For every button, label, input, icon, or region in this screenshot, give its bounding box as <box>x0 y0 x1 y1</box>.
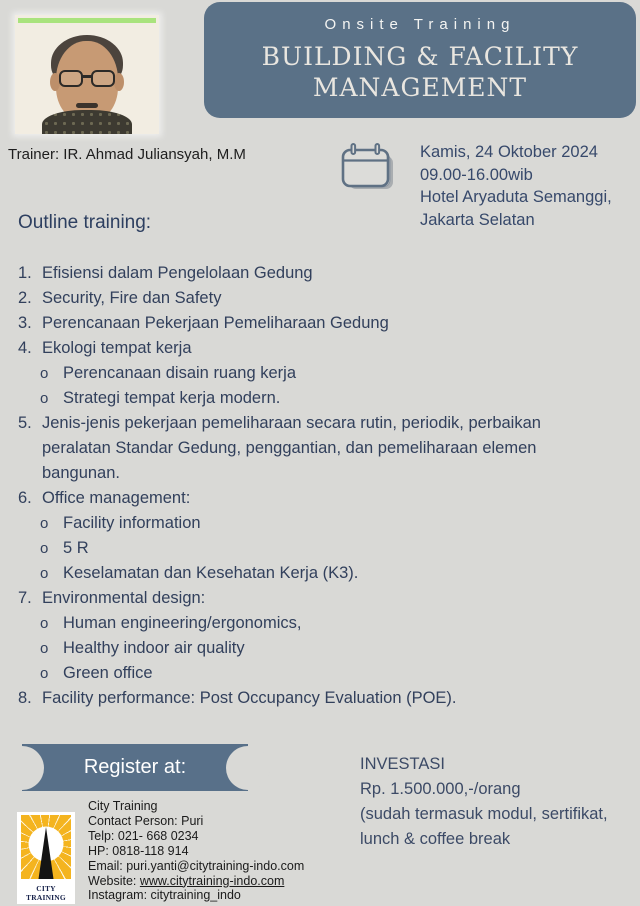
list-item-text: Office management: <box>42 489 191 507</box>
schedule-line: Kamis, 24 Oktober 2024 <box>420 143 598 161</box>
list-marker: 5. <box>18 414 32 432</box>
list-marker: o <box>40 390 49 407</box>
list-item-text: Ekologi tempat kerja <box>42 339 192 357</box>
list-item-text: Human engineering/ergonomics, <box>63 614 302 632</box>
outline-row <box>18 536 610 561</box>
outline-row <box>18 636 610 661</box>
trainer-name: Trainer: IR. Ahmad Juliansyah, M.M <box>8 146 246 163</box>
outline-row <box>18 686 610 711</box>
city-training-logo <box>17 812 75 904</box>
investment-line: lunch & coffee break <box>360 830 511 848</box>
list-marker: o <box>40 365 49 382</box>
glasses-left-lens <box>59 70 83 87</box>
investment-line: Rp. 1.500.000,-/orang <box>360 780 521 798</box>
trainer-batik-scarf <box>42 110 132 134</box>
list-marker: o <box>40 665 49 682</box>
list-item-text: Perencanaan Pekerjaan Pemeliharaan Gedung <box>42 314 389 332</box>
outline-row <box>18 611 610 636</box>
schedule-line: Hotel Aryaduta Semanggi, <box>420 188 612 206</box>
list-marker: o <box>40 540 49 557</box>
title-line-2: MANAGEMENT <box>312 73 528 102</box>
header-banner <box>204 2 636 118</box>
schedule-line: 09.00-16.00wib <box>420 165 533 184</box>
website-label: Website: <box>88 873 140 888</box>
list-marker: 3. <box>18 314 32 332</box>
list-item-text: Strategi tempat kerja modern. <box>63 389 281 407</box>
contact-block <box>88 799 304 903</box>
list-item-text: Perencanaan disain ruang kerja <box>63 364 296 382</box>
list-marker: o <box>40 615 49 632</box>
trainer-ear <box>114 73 124 91</box>
website-line <box>88 874 304 889</box>
contact-line: HP: 0818-118 914 <box>88 843 189 858</box>
register-label: Register at: <box>83 756 187 778</box>
outline-heading: Outline training: <box>18 212 152 233</box>
website-link[interactable]: www.citytraining-indo.com <box>139 873 285 888</box>
list-marker: 7. <box>18 589 32 607</box>
outline-row <box>18 561 610 586</box>
list-marker: 2. <box>18 289 32 307</box>
outline-row <box>18 361 610 386</box>
list-item-text: Jenis-jenis pekerjaan pemeliharaan secara rutin, periodik, perbaikan peralatan Standar Gedung, penggantian, dan pemeliharaan elemen bangunan. <box>42 414 541 482</box>
outline-list <box>18 261 610 711</box>
list-marker: 8. <box>18 689 32 707</box>
list-marker: 4. <box>18 339 32 357</box>
list-item-text: Efisiensi dalam Pengelolaan Gedung <box>42 264 313 282</box>
list-item-text: 5 R <box>63 539 89 557</box>
investment-block <box>360 752 608 852</box>
glasses-bridge <box>82 75 92 78</box>
outline-row <box>18 286 610 311</box>
investment-lines <box>360 777 608 852</box>
list-item-text: Keselamatan dan Kesehatan Kerja (K3). <box>63 564 359 582</box>
calendar-icon <box>340 143 396 231</box>
list-item-text: Green office <box>63 664 153 682</box>
header-kicker: Onsite Training <box>324 16 516 33</box>
trainer-photo <box>15 15 159 134</box>
photo-green-strip <box>18 18 156 23</box>
list-marker: o <box>40 515 49 532</box>
sunburst-icon <box>21 815 71 879</box>
outline-row <box>18 586 610 611</box>
contact-line: Email: puri.yanti@citytraining-indo.com <box>88 858 305 873</box>
logo-wordmark: CITY TRAINING <box>26 884 66 902</box>
schedule-details <box>420 141 612 231</box>
list-marker: 1. <box>18 264 32 282</box>
outline-row <box>18 486 610 511</box>
outline-row <box>18 336 610 361</box>
list-item-text: Environmental design: <box>42 589 206 607</box>
schedule-line: Jakarta Selatan <box>420 210 535 229</box>
investment-heading: INVESTASI <box>360 755 445 773</box>
contact-lines <box>88 799 304 874</box>
outline-row <box>18 261 610 286</box>
page-title <box>204 41 636 103</box>
outline-row <box>18 411 610 486</box>
contact-line: City Training <box>88 799 158 813</box>
list-marker: o <box>40 565 49 582</box>
schedule-block <box>340 141 612 231</box>
register-ribbon <box>22 744 248 791</box>
list-marker: 6. <box>18 489 32 507</box>
outline-row <box>18 661 610 686</box>
glasses-right-lens <box>91 70 115 87</box>
contact-line: Telp: 021- 668 0234 <box>88 828 199 843</box>
trainer-mustache <box>76 103 98 108</box>
instagram-line: Instagram: citytraining_indo <box>88 888 241 903</box>
list-item-text: Facility information <box>63 514 201 532</box>
outline-row <box>18 511 610 536</box>
list-marker: o <box>40 640 49 657</box>
contact-line: Contact Person: Puri <box>88 813 204 828</box>
investment-line: (sudah termasuk modul, sertifikat, <box>360 805 608 823</box>
title-line-1: BUILDING & FACILITY <box>261 42 579 71</box>
list-item-text: Security, Fire dan Safety <box>42 289 222 307</box>
outline-row <box>18 311 610 336</box>
outline-row <box>18 386 610 411</box>
list-item-text: Healthy indoor air quality <box>63 639 245 657</box>
list-item-text: Facility performance: Post Occupancy Evaluation (POE). <box>42 689 457 707</box>
